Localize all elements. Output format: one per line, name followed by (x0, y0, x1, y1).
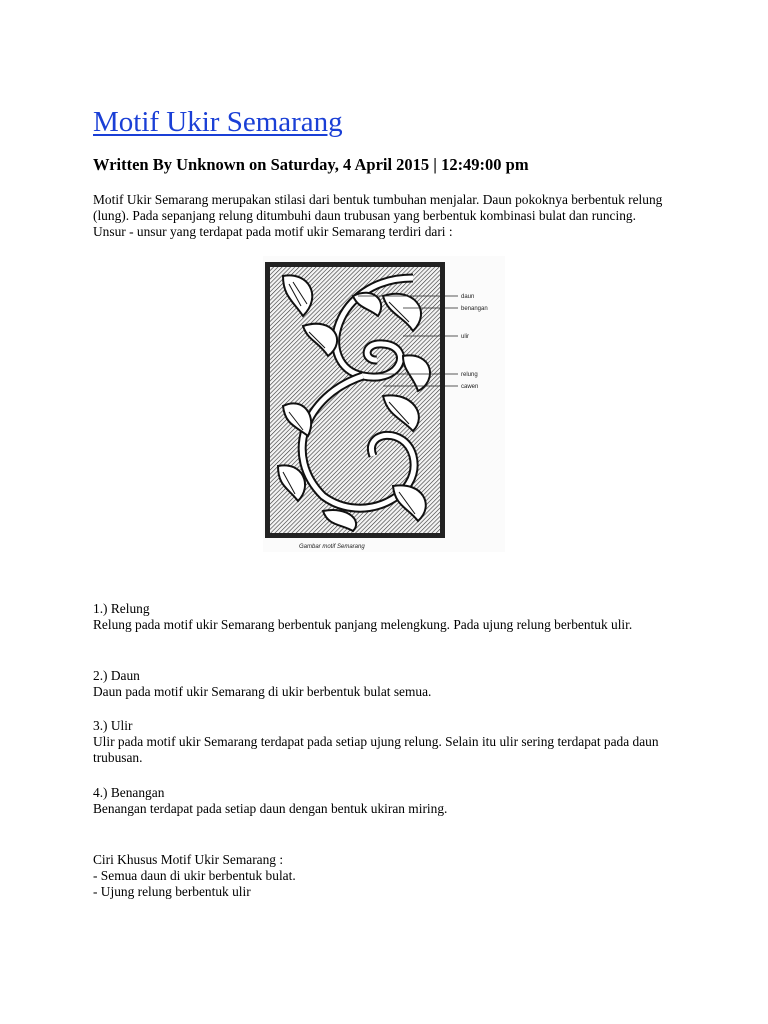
element-text: Ulir pada motif ukir Semarang terdapat pada setiap ujung relung. Selain itu ulir sering terdapat pada daun trubusan. (93, 734, 659, 766)
label-daun: daun (461, 294, 475, 300)
element-heading: 3.) Ulir (93, 718, 133, 733)
element-heading: 4.) Benangan (93, 785, 165, 800)
label-ulir: ulir (461, 334, 470, 340)
element-relung (93, 601, 663, 633)
post-title-link[interactable]: Motif Ukir Semarang (93, 106, 343, 138)
post (93, 104, 673, 900)
element-text: Benangan terdapat pada setiap daun dengan bentuk ukiran miring. (93, 801, 448, 817)
post-title (93, 104, 673, 140)
element-ulir (93, 718, 663, 767)
element-text: Daun pada motif ukir Semarang di ukir berbentuk bulat semua. (93, 684, 432, 700)
post-intro: Motif Ukir Semarang merupakan stilasi dari bentuk tumbuhan menjalar. Daun pokoknya berbentuk relung (lung). Pada sepanjang relung ditumbuhi daun trubusan yang berbentuk kombinasi bulat dan runcing. Unsur - unsur yang terdapat pada motif ukir Semarang terdiri dari : (93, 192, 663, 240)
label-cawen: cawen (461, 384, 479, 390)
element-heading: 2.) Daun (93, 668, 140, 683)
ciri-item: - Ujung relung berbentuk ulir (93, 884, 251, 900)
ciri-khusus (93, 852, 663, 901)
element-heading: 1.) Relung (93, 601, 150, 616)
ciri-heading: Ciri Khusus Motif Ukir Semarang : (93, 852, 284, 867)
element-text: Relung pada motif ukir Semarang berbentuk panjang melengkung. Pada ujung relung berbentuk ulir. (93, 617, 633, 633)
element-benangan (93, 785, 663, 817)
post-byline: Written By Unknown on Saturday, 4 April 2015 | 12:49:00 pm (93, 155, 529, 174)
motif-illustration (263, 256, 505, 552)
label-relung: relung (461, 372, 478, 378)
element-daun (93, 668, 663, 700)
label-benangan: benangan (461, 306, 488, 312)
ciri-item: - Semua daun di ukir berbentuk bulat. (93, 868, 296, 884)
figure-caption: Gambar motif Semarang (299, 544, 365, 550)
